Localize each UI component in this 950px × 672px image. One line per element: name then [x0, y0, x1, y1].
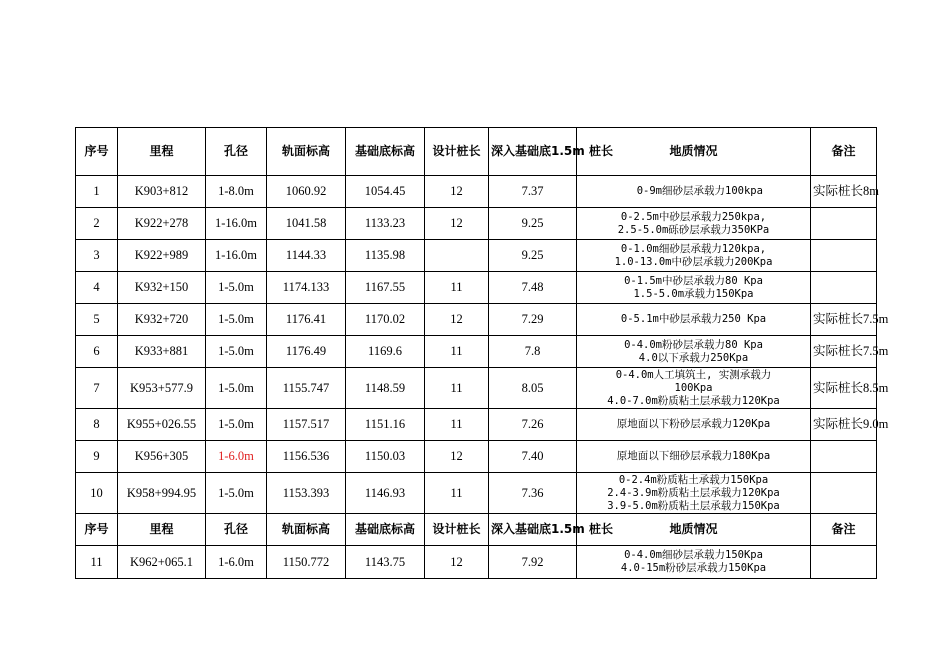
cell-remark — [811, 546, 877, 579]
header-cell-geology: 地质情况 — [577, 514, 811, 546]
geology-line: 4.0-7.0m粉质粘土层承载力120Kpa — [607, 394, 780, 407]
cell-diameter: 1-5.0m — [206, 336, 267, 368]
cell-rail-elevation: 1156.536 — [267, 441, 346, 473]
cell-rail-elevation: 1157.517 — [267, 409, 346, 441]
cell-no: 1 — [76, 176, 118, 208]
cell-remark — [811, 272, 877, 304]
geology-line: 0-5.1m中砂层承载力250 Kpa — [620, 313, 767, 325]
header-cell-geology: 地质情况 — [577, 128, 811, 176]
cell-remark: 实际桩长8m — [811, 176, 877, 208]
cell-remark — [811, 473, 877, 514]
cell-diameter: 1-5.0m — [206, 473, 267, 514]
cell-diameter: 1-16.0m — [206, 240, 267, 272]
cell-base-elevation: 1054.45 — [346, 176, 425, 208]
geology-line: 0-4.0m细砂层承载力150Kpa — [624, 549, 763, 561]
cell-deep-length: 7.92 — [489, 546, 577, 579]
cell-base-elevation: 1148.59 — [346, 368, 425, 409]
cell-diameter: 1-16.0m — [206, 208, 267, 240]
geology-line: 0-1.5m中砂层承载力80 Kpa — [624, 274, 763, 287]
cell-geology — [577, 368, 811, 409]
geology-line: 0-4.0m人工填筑土, 实测承载力 — [615, 368, 772, 381]
cell-deep-length: 7.26 — [489, 409, 577, 441]
cell-remark: 实际桩长7.5m — [811, 304, 877, 336]
header-cell-mileage: 里程 — [118, 128, 206, 176]
cell-geology — [577, 441, 811, 473]
geology-line: 0-2.5m中砂层承载力250kpa, — [620, 210, 767, 223]
table-row — [76, 240, 877, 272]
table-row — [76, 336, 877, 368]
cell-no: 11 — [76, 546, 118, 579]
cell-remark — [811, 441, 877, 473]
header-cell-rail-elevation: 轨面标高 — [267, 514, 346, 546]
cell-base-elevation: 1167.55 — [346, 272, 425, 304]
cell-design-length: 11 — [425, 272, 489, 304]
header-cell-diameter: 孔径 — [206, 128, 267, 176]
cell-design-length — [425, 240, 489, 272]
cell-no: 9 — [76, 441, 118, 473]
header-cell-rail-elevation: 轨面标高 — [267, 128, 346, 176]
cell-no: 5 — [76, 304, 118, 336]
cell-mileage: K922+278 — [118, 208, 206, 240]
geology-line: 0-9m细砂层承载力100kpa — [624, 185, 763, 197]
header-cell-remark: 备注 — [811, 128, 877, 176]
cell-base-elevation: 1143.75 — [346, 546, 425, 579]
cell-mileage: K933+881 — [118, 336, 206, 368]
cell-deep-length: 7.37 — [489, 176, 577, 208]
cell-rail-elevation: 1176.49 — [267, 336, 346, 368]
cell-design-length: 11 — [425, 473, 489, 514]
geology-line: 1.5-5.0m承载力150Kpa — [633, 287, 754, 300]
cell-mileage: K922+989 — [118, 240, 206, 272]
cell-rail-elevation: 1150.772 — [267, 546, 346, 579]
cell-diameter: 1-8.0m — [206, 176, 267, 208]
header-cell-design-length: 设计桩长 — [425, 128, 489, 176]
geology-line: 0-1.0m细砂层承载力120kpa, — [620, 242, 767, 255]
cell-base-elevation: 1151.16 — [346, 409, 425, 441]
cell-diameter: 1-5.0m — [206, 304, 267, 336]
geology-line: 0-2.4m粉质粘土承载力150Kpa — [618, 473, 769, 486]
header-cell-no: 序号 — [76, 514, 118, 546]
cell-remark: 实际桩长8.5m — [811, 368, 877, 409]
cell-geology — [577, 304, 811, 336]
cell-no: 6 — [76, 336, 118, 368]
geology-line: 0-4.0m粉砂层承载力80 Kpa — [624, 338, 763, 351]
header-cell-diameter: 孔径 — [206, 514, 267, 546]
cell-no: 7 — [76, 368, 118, 409]
cell-base-elevation: 1133.23 — [346, 208, 425, 240]
cell-base-elevation: 1150.03 — [346, 441, 425, 473]
table-row — [76, 368, 877, 409]
geology-line: 100Kpa — [674, 381, 713, 394]
header-cell-remark: 备注 — [811, 514, 877, 546]
cell-deep-length: 7.40 — [489, 441, 577, 473]
cell-diameter: 1-5.0m — [206, 409, 267, 441]
header-row-repeat — [76, 514, 877, 546]
cell-rail-elevation: 1041.58 — [267, 208, 346, 240]
cell-deep-length: 7.36 — [489, 473, 577, 514]
cell-remark — [811, 208, 877, 240]
table-row — [76, 473, 877, 514]
cell-deep-length: 8.05 — [489, 368, 577, 409]
geology-line: 原地面以下粉砂层承载力120Kpa — [616, 418, 771, 430]
cell-geology — [577, 546, 811, 579]
cell-geology — [577, 409, 811, 441]
cell-remark: 实际桩长7.5m — [811, 336, 877, 368]
cell-geology — [577, 176, 811, 208]
cell-design-length: 11 — [425, 409, 489, 441]
geology-line: 4.0-15m粉砂层承载力150Kpa — [620, 562, 767, 574]
cell-mileage: K932+720 — [118, 304, 206, 336]
geology-line: 1.0-13.0m中砂层承载力200Kpa — [614, 255, 773, 268]
table-row — [76, 208, 877, 240]
cell-mileage: K953+577.9 — [118, 368, 206, 409]
cell-base-elevation: 1170.02 — [346, 304, 425, 336]
table-row — [76, 304, 877, 336]
cell-geology — [577, 208, 811, 240]
cell-geology — [577, 336, 811, 368]
header-cell-deep-length: 深入基础底1.5m 桩长 — [489, 514, 577, 546]
cell-design-length: 12 — [425, 176, 489, 208]
cell-no: 3 — [76, 240, 118, 272]
pile-data-table — [75, 127, 889, 579]
cell-mileage: K903+812 — [118, 176, 206, 208]
cell-mileage: K955+026.55 — [118, 409, 206, 441]
cell-geology — [577, 473, 811, 514]
cell-diameter: 1-6.0m — [206, 546, 267, 579]
cell-base-elevation: 1146.93 — [346, 473, 425, 514]
table-row — [76, 409, 877, 441]
cell-diameter: 1-5.0m — [206, 368, 267, 409]
cell-deep-length: 7.8 — [489, 336, 577, 368]
cell-design-length: 11 — [425, 368, 489, 409]
geology-line: 4.0以下承载力250Kpa — [638, 351, 749, 364]
cell-deep-length: 9.25 — [489, 240, 577, 272]
cell-deep-length: 7.48 — [489, 272, 577, 304]
cell-design-length: 12 — [425, 304, 489, 336]
cell-rail-elevation: 1174.133 — [267, 272, 346, 304]
cell-geology — [577, 272, 811, 304]
cell-mileage: K932+150 — [118, 272, 206, 304]
cell-base-elevation: 1169.6 — [346, 336, 425, 368]
cell-base-elevation: 1135.98 — [346, 240, 425, 272]
cell-deep-length: 9.25 — [489, 208, 577, 240]
cell-no: 10 — [76, 473, 118, 514]
header-cell-base-elevation: 基础底标高 — [346, 128, 425, 176]
table-row — [76, 546, 877, 579]
cell-diameter-highlighted: 1-6.0m — [206, 441, 267, 473]
header-cell-no: 序号 — [76, 128, 118, 176]
cell-mileage: K958+994.95 — [118, 473, 206, 514]
table-row — [76, 272, 877, 304]
cell-design-length: 12 — [425, 546, 489, 579]
cell-remark: 实际桩长9.0m — [811, 409, 877, 441]
cell-design-length: 12 — [425, 208, 489, 240]
cell-rail-elevation: 1153.393 — [267, 473, 346, 514]
cell-no: 4 — [76, 272, 118, 304]
header-cell-mileage: 里程 — [118, 514, 206, 546]
cell-rail-elevation: 1144.33 — [267, 240, 346, 272]
cell-no: 8 — [76, 409, 118, 441]
geology-line: 2.5-5.0m砾砂层承载力350KPa — [617, 223, 770, 236]
cell-deep-length: 7.29 — [489, 304, 577, 336]
cell-mileage: K956+305 — [118, 441, 206, 473]
header-cell-design-length: 设计桩长 — [425, 514, 489, 546]
cell-rail-elevation: 1060.92 — [267, 176, 346, 208]
geology-line: 2.4-3.9m粉质粘土层承载力120Kpa — [607, 486, 780, 499]
table-row — [76, 176, 877, 208]
cell-geology — [577, 240, 811, 272]
table-row — [76, 441, 877, 473]
cell-rail-elevation: 1155.747 — [267, 368, 346, 409]
cell-remark — [811, 240, 877, 272]
cell-design-length: 11 — [425, 336, 489, 368]
cell-design-length: 12 — [425, 441, 489, 473]
cell-mileage: K962+065.1 — [118, 546, 206, 579]
geology-line: 3.9-5.0m粉质粘土层承载力150Kpa — [607, 499, 780, 512]
header-cell-deep-length: 深入基础底1.5m 桩长 — [489, 128, 577, 176]
geology-line: 原地面以下细砂层承载力180Kpa — [616, 450, 771, 462]
cell-no: 2 — [76, 208, 118, 240]
header-cell-base-elevation: 基础底标高 — [346, 514, 425, 546]
cell-rail-elevation: 1176.41 — [267, 304, 346, 336]
header-row — [76, 128, 877, 176]
cell-diameter: 1-5.0m — [206, 272, 267, 304]
